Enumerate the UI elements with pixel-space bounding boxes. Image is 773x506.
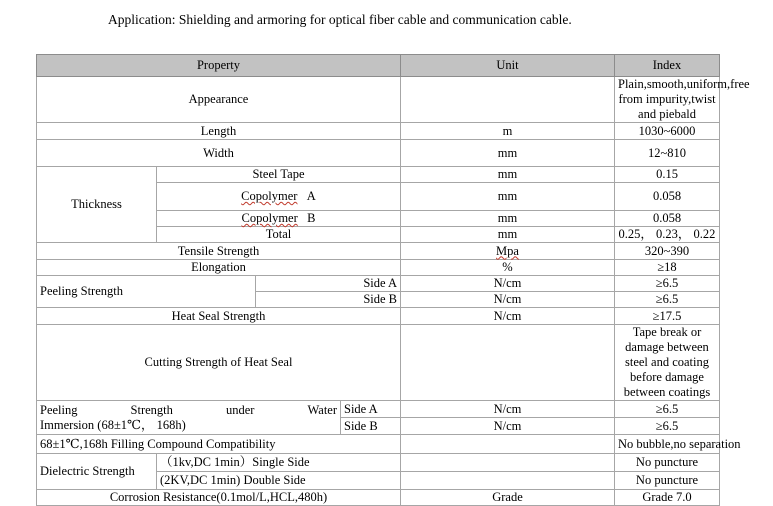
peeling-group: Peeling Strength: [37, 276, 256, 308]
filling-index: No bubble,no separation: [615, 435, 720, 454]
row-length: [37, 123, 720, 140]
peeling-immersion-side-a-unit: N/cm: [401, 401, 615, 418]
row-dielectric-single: [37, 454, 720, 472]
elongation-index: ≥18: [615, 260, 720, 276]
row-width: [37, 140, 720, 167]
copolymer-a-word: Copolymer: [241, 189, 298, 203]
peeling-immersion-side-b-index: ≥6.5: [615, 418, 720, 435]
dielectric-single-index: No puncture: [615, 454, 720, 472]
header-index: Index: [615, 55, 720, 77]
peeling-side-b-sub: Side B: [256, 292, 401, 308]
thickness-group: Thickness: [37, 167, 157, 243]
spec-table: [36, 54, 750, 506]
corrosion-index: Grade 7.0: [615, 490, 720, 506]
row-corrosion: [37, 490, 720, 506]
cutting-index: Tape break or damage between steel and coating before damage between coatings: [615, 325, 720, 401]
row-tensile: [37, 243, 720, 260]
thickness-copolymer-a-unit: mm: [401, 183, 615, 211]
header-row: [37, 55, 720, 77]
dielectric-double-sub: (2KV,DC 1min) Double Side: [157, 472, 401, 490]
appearance-unit: [401, 77, 615, 123]
peeling-immersion-side-a-index: ≥6.5: [615, 401, 720, 418]
peeling-immersion-line1: [40, 403, 337, 418]
cutting-property: Cutting Strength of Heat Seal: [37, 325, 401, 401]
thickness-copolymer-b-sub: [157, 211, 401, 227]
thickness-steel-unit: mm: [401, 167, 615, 183]
peeling-immersion-line2: Immersion (68±1℃， 168h): [40, 417, 186, 432]
dielectric-single-unit: [401, 454, 615, 472]
thickness-copolymer-a-sub: [157, 183, 401, 211]
width-unit: mm: [401, 140, 615, 167]
row-peeling-immersion-a: [37, 401, 720, 418]
thickness-total-sub: Total: [157, 227, 401, 243]
peeling-side-a-index: ≥6.5: [615, 276, 720, 292]
filling-property: 68±1℃,168h Filling Compound Compatibility: [37, 435, 401, 454]
width-index: 12~810: [615, 140, 720, 167]
tensile-unit: [401, 243, 615, 260]
application-line: Application: Shielding and armoring for optical fiber cable and communication cable.: [108, 12, 572, 27]
peeling-side-a-unit: N/cm: [401, 276, 615, 292]
peeling-immersion-side-b-sub: Side B: [341, 418, 401, 435]
row-filling: [37, 435, 720, 454]
corrosion-property: Corrosion Resistance(0.1mol/L,HCL,480h): [37, 490, 401, 506]
thickness-copolymer-b-unit: mm: [401, 211, 615, 227]
thickness-steel-index: 0.15: [615, 167, 720, 183]
peeling-side-a-sub: Side A: [256, 276, 401, 292]
corrosion-unit: Grade: [401, 490, 615, 506]
elongation-unit: %: [401, 260, 615, 276]
heat-seal-unit: N/cm: [401, 308, 615, 325]
pi-word-2: Strength: [130, 402, 173, 417]
filling-unit: [401, 435, 615, 454]
dielectric-single-sub: （1kv,DC 1min）Single Side: [157, 454, 401, 472]
copolymer-b-word: Copolymer: [241, 211, 298, 225]
thickness-copolymer-b-index: 0.058: [615, 211, 720, 227]
row-peeling-a: [37, 276, 720, 292]
peeling-immersion-group: [37, 401, 341, 435]
copolymer-a-letter: A: [306, 189, 316, 203]
dielectric-double-index: No puncture: [615, 472, 720, 490]
length-property: Length: [37, 123, 401, 140]
row-heat-seal: [37, 308, 720, 325]
elongation-property: Elongation: [37, 260, 401, 276]
tensile-index: 320~390: [615, 243, 720, 260]
peeling-side-b-unit: N/cm: [401, 292, 615, 308]
length-index: 1030~6000: [615, 123, 720, 140]
width-property: Width: [37, 140, 401, 167]
dielectric-double-unit: [401, 472, 615, 490]
copolymer-b-letter: B: [307, 211, 316, 225]
pi-word-1: Peeling: [40, 402, 78, 417]
appearance-property: Appearance: [37, 77, 401, 123]
row-elongation: [37, 260, 720, 276]
appearance-index: Plain,smooth,uniform,free from impurity,twist and piebald: [615, 77, 720, 123]
thickness-total-unit: mm: [401, 227, 615, 243]
tensile-property: Tensile Strength: [37, 243, 401, 260]
peeling-immersion-side-a-sub: Side A: [341, 401, 401, 418]
heat-seal-index: ≥17.5: [615, 308, 720, 325]
row-cutting: [37, 325, 720, 401]
thickness-total-index: 0.25， 0.23， 0.22: [615, 227, 720, 243]
thickness-steel-sub: Steel Tape: [157, 167, 401, 183]
peeling-side-b-index: ≥6.5: [615, 292, 720, 308]
thickness-copolymer-a-index: 0.058: [615, 183, 720, 211]
heat-seal-property: Heat Seal Strength: [37, 308, 401, 325]
length-unit: m: [401, 123, 615, 140]
pi-word-3: under: [225, 402, 255, 417]
tensile-unit-text: Mpa: [496, 243, 519, 258]
header-property: Property: [37, 55, 401, 77]
row-appearance: [37, 77, 720, 123]
row-thickness-steel: [37, 167, 720, 183]
dielectric-group: Dielectric Strength: [37, 454, 157, 490]
cutting-unit: [401, 325, 615, 401]
pi-word-4: Water: [307, 402, 337, 417]
peeling-immersion-side-b-unit: N/cm: [401, 418, 615, 435]
header-unit: Unit: [401, 55, 615, 77]
